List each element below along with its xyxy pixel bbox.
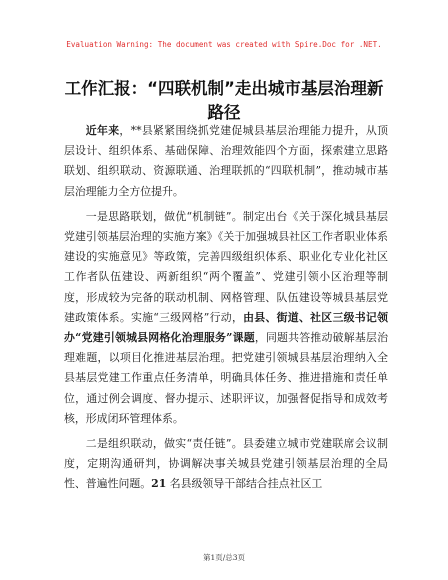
text-run: 由县、街道、社区三级书记领办“党建引领城县网格化治理服务”课题 xyxy=(64,310,388,345)
paragraph-strategy-two xyxy=(64,434,388,495)
page-number-footer: 第1页/总3页 xyxy=(202,553,246,562)
text-run: ，同题共答推动破解基层治理难题，以项目化推进基层治理。把党建引领城县基层治理纳入全县基层党建工作重点任务清单，明确具体任务、推进措施和责任单位，通过例会调度、督办提示、述职评议，加强督促指导和成效考核，形成闭环管理体系。 xyxy=(64,331,388,425)
paragraph-intro xyxy=(64,121,388,202)
paragraph-strategy-one xyxy=(64,207,388,429)
evaluation-watermark: Evaluation Warning: The document was created with Spire.Doc for .NET. xyxy=(66,40,382,49)
text-run: 21 xyxy=(151,477,167,491)
text-run: 二是组织联动，做实“责任链”。县委建立城市党建联席会议制度，定期沟通研判，协调解决事关城县党建引领基层治理的全局性、普遍性问题。 xyxy=(64,437,388,491)
document-body xyxy=(64,121,388,495)
text-run: 近年来 xyxy=(85,124,120,137)
document-title: 工作汇报：“四联机制”走出城市基层治理新路径 xyxy=(64,79,384,122)
text-run: ，**县紧紧围绕抓党建促城县基层治理能力提升，从顶层设计、组织体系、基础保障、治理效能四个方面，探索建立思路联划、组织联动、资源联通、治理联抓的“四联机制”，推动城市基层治理能力全方位提升。 xyxy=(64,124,388,198)
text-run: 名县级领导干部结合挂点社区工 xyxy=(166,477,323,491)
text-run: 一是思路联划，做优“机制链”。制定出台《关于深化城县基层党建引领基层治理的实施方案》《关于加强城县社区工作者职业体系建设的实施意见》等政策，完善四级组织体系、职业化专业化社区工作者队伍建设、两新组织“两个覆盖”、党建引领小区治理等制度，形成较为完备的联动机制、网格管理、队伍建设等城县基层党建政策体系。实施“三级网格”行动， xyxy=(64,209,388,324)
